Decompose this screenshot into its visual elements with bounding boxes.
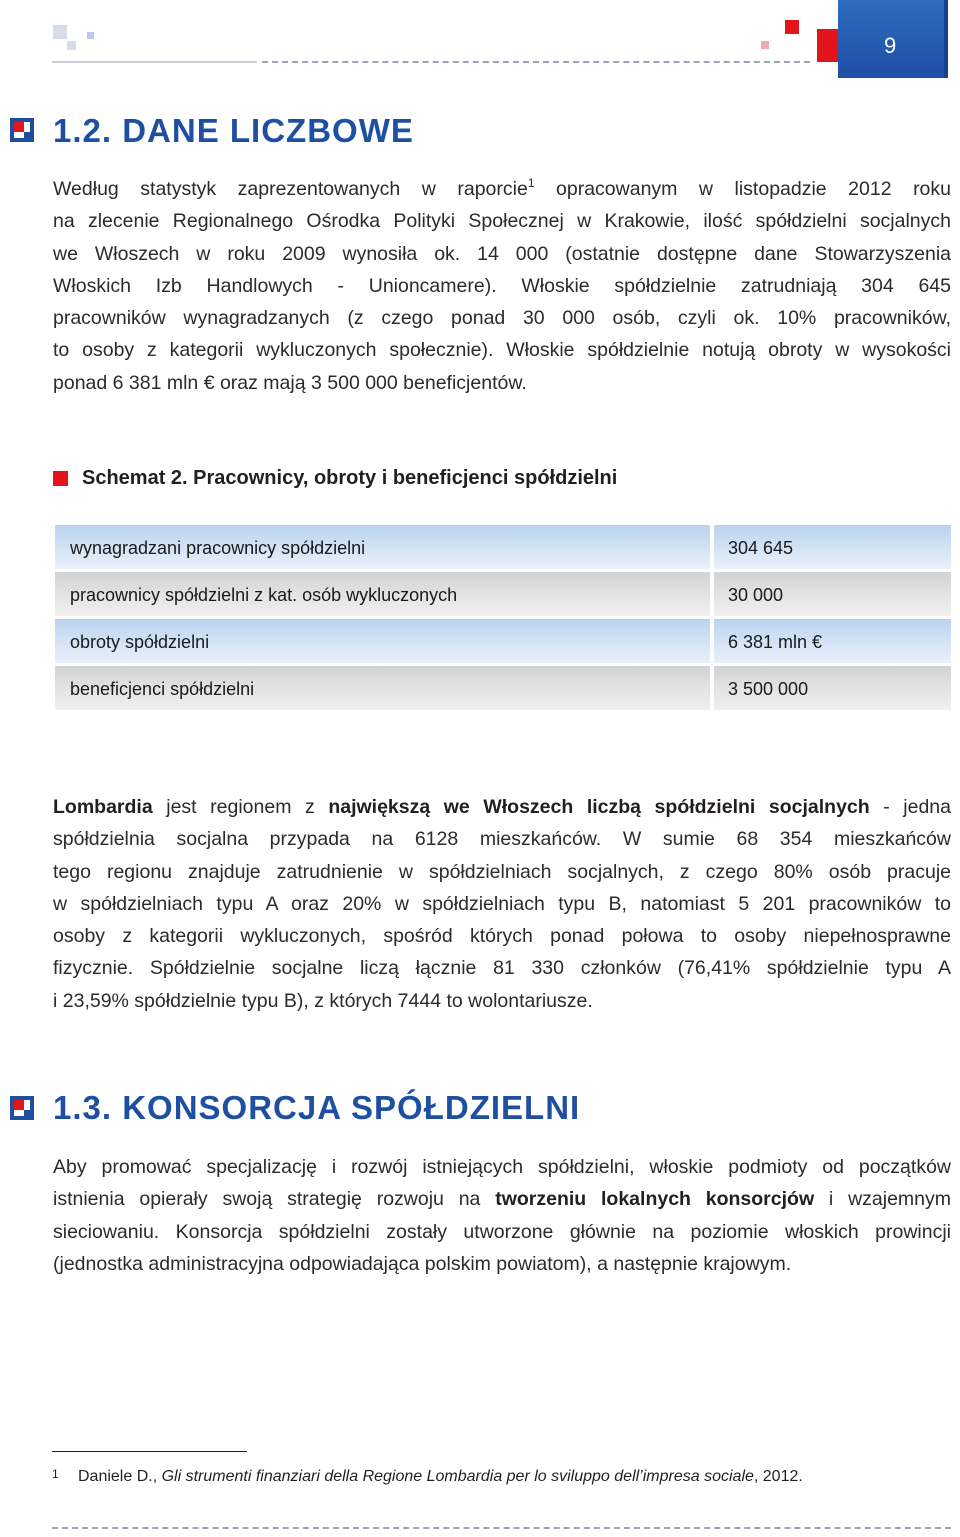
text-line: Aby promować specjalizację i rozwój istniejących spółdzielni, włoskie podmioty od początków [53, 1156, 951, 1178]
heading-bullet-icon [10, 118, 34, 142]
lombardia-paragraph [53, 791, 951, 1017]
row-label: wynagradzani pracownicy spółdzielni [55, 525, 710, 569]
schema-bullet-icon [53, 471, 68, 486]
schema-table [55, 525, 951, 713]
row-value: 6 381 mln € [714, 619, 951, 663]
decor-square [67, 41, 76, 50]
footnote-author: Daniele D. [78, 1468, 153, 1485]
footnote-number: 1 [52, 1467, 59, 1481]
row-value: 30 000 [714, 572, 951, 616]
page-tab-edge [944, 0, 948, 78]
header-rule [52, 61, 257, 63]
footnote-title: Gli strumenti finanziari della Regione Lombardia per lo sviluppo dell’impresa sociale [161, 1468, 754, 1485]
footnote-year: , 2012. [753, 1468, 803, 1485]
page-number-tab [838, 0, 944, 78]
row-label: pracownicy spółdzielni z kat. osób wykluczonych [55, 572, 710, 616]
schema-title: Schemat 2. Pracownicy, obroty i beneficjenci spółdzielni [82, 467, 618, 489]
heading-bullet-icon [10, 1096, 34, 1120]
text-line: w spółdzielniach typu A oraz 20% w spółdzielniach typu B, natomiast 5 201 pracowników to [53, 892, 951, 915]
table-row [55, 666, 951, 710]
page-number: 9 [884, 33, 897, 58]
decor-square [87, 32, 94, 39]
text-line: na zlecenie Regionalnego Ośrodka Polityki Społecznej w Krakowie, ilość spółdzielni socjalnych [53, 210, 951, 233]
text-line: Lombardia jest regionem z największą we Włoszech liczbą spółdzielni socjalnych - jedna [53, 796, 951, 818]
decor-square [53, 25, 67, 39]
footnote-rule [52, 1451, 247, 1452]
section-title-1-2: 1.2. DANE LICZBOWE [53, 112, 414, 149]
text-line: spółdzielnia socjalna przypada na 6128 mieszkańców. W sumie 68 354 mieszkańców [53, 828, 951, 851]
text-line: to osoby z kategorii wykluczonych społecznie). Włoskie spółdzielnie notują obroty w wysokości [53, 339, 951, 362]
table-row [55, 619, 951, 663]
row-value: 304 645 [714, 525, 951, 569]
intro-paragraph [53, 173, 951, 399]
row-value: 3 500 000 [714, 666, 951, 710]
bold-text: tworzeniu lokalnych konsorcjów [495, 1188, 815, 1211]
text-line: i 23,59% spółdzielnie typu B), z których 7444 to wolontariusze. [53, 989, 593, 1012]
text-line: Według statystyk zaprezentowanych w raporcie$^1$ opracowanym w listopadzie 2012 roku [53, 176, 951, 200]
text-line: tego regionu znajduje zatrudnienie w spółdzielniach socjalnych, z czego 80% osób pracuje [53, 860, 951, 883]
decor-square [785, 20, 799, 34]
text-line: pracowników wynagradzanych (z czego ponad 30 000 osób, czyli ok. 10% pracowników, [53, 307, 951, 330]
text-line: istnienia opierały swoją strategię rozwoju na tworzeniu lokalnych konsorcjów i wzajemnym [53, 1188, 952, 1211]
bold-text: Lombardia [53, 796, 153, 818]
row-label: beneficjenci spółdzielni [55, 666, 710, 710]
text-line: Włoskich Izb Handlowych - Unioncamere). Włoskie spółdzielnie zatrudniają 304 645 [53, 274, 951, 297]
footnote-ref[interactable]: 1 [527, 176, 535, 190]
text-line: we Włoszech w roku 2009 wynosiła ok. 14 000 (ostatnie dostępne dane Stowarzyszenia [53, 242, 951, 265]
text-line: sieciowaniu. Konsorcja spółdzielni zostały utworzone głównie na poziomie włoskich prowincji [53, 1220, 951, 1243]
header-dashed-rule [262, 61, 810, 63]
text-line: fizycznie. Spółdzielnie socjalne liczą łącznie 81 330 członków (76,41% spółdzielnie typu A [53, 957, 951, 980]
decor-square [761, 41, 769, 49]
table-row [55, 525, 951, 569]
section-title-1-3: 1.3. KONSORCJA SPÓŁDZIELNI [53, 1089, 581, 1126]
text-line: osoby z kategorii wykluczonych, spośród których ponad połowa to osoby niepełnosprawne [53, 925, 951, 948]
bold-text: największą we Włoszech liczbą spółdzielni socjalnych [328, 796, 870, 818]
consortia-paragraph [53, 1151, 951, 1280]
text-line: ponad 6 381 mln € oraz mają 3 500 000 beneficjentów. [53, 371, 527, 394]
footnote-text: Daniele D., Gli strumenti finanziari della Regione Lombardia per lo sviluppo dell’impresa sociale, 2012. [78, 1468, 803, 1485]
table-row [55, 572, 951, 616]
text-line: (jednostka administracyjna odpowiadająca polskim powiatom), a następnie krajowym. [53, 1252, 792, 1275]
row-label: obroty spółdzielni [55, 619, 710, 663]
footer-dashed-rule [52, 1527, 951, 1529]
